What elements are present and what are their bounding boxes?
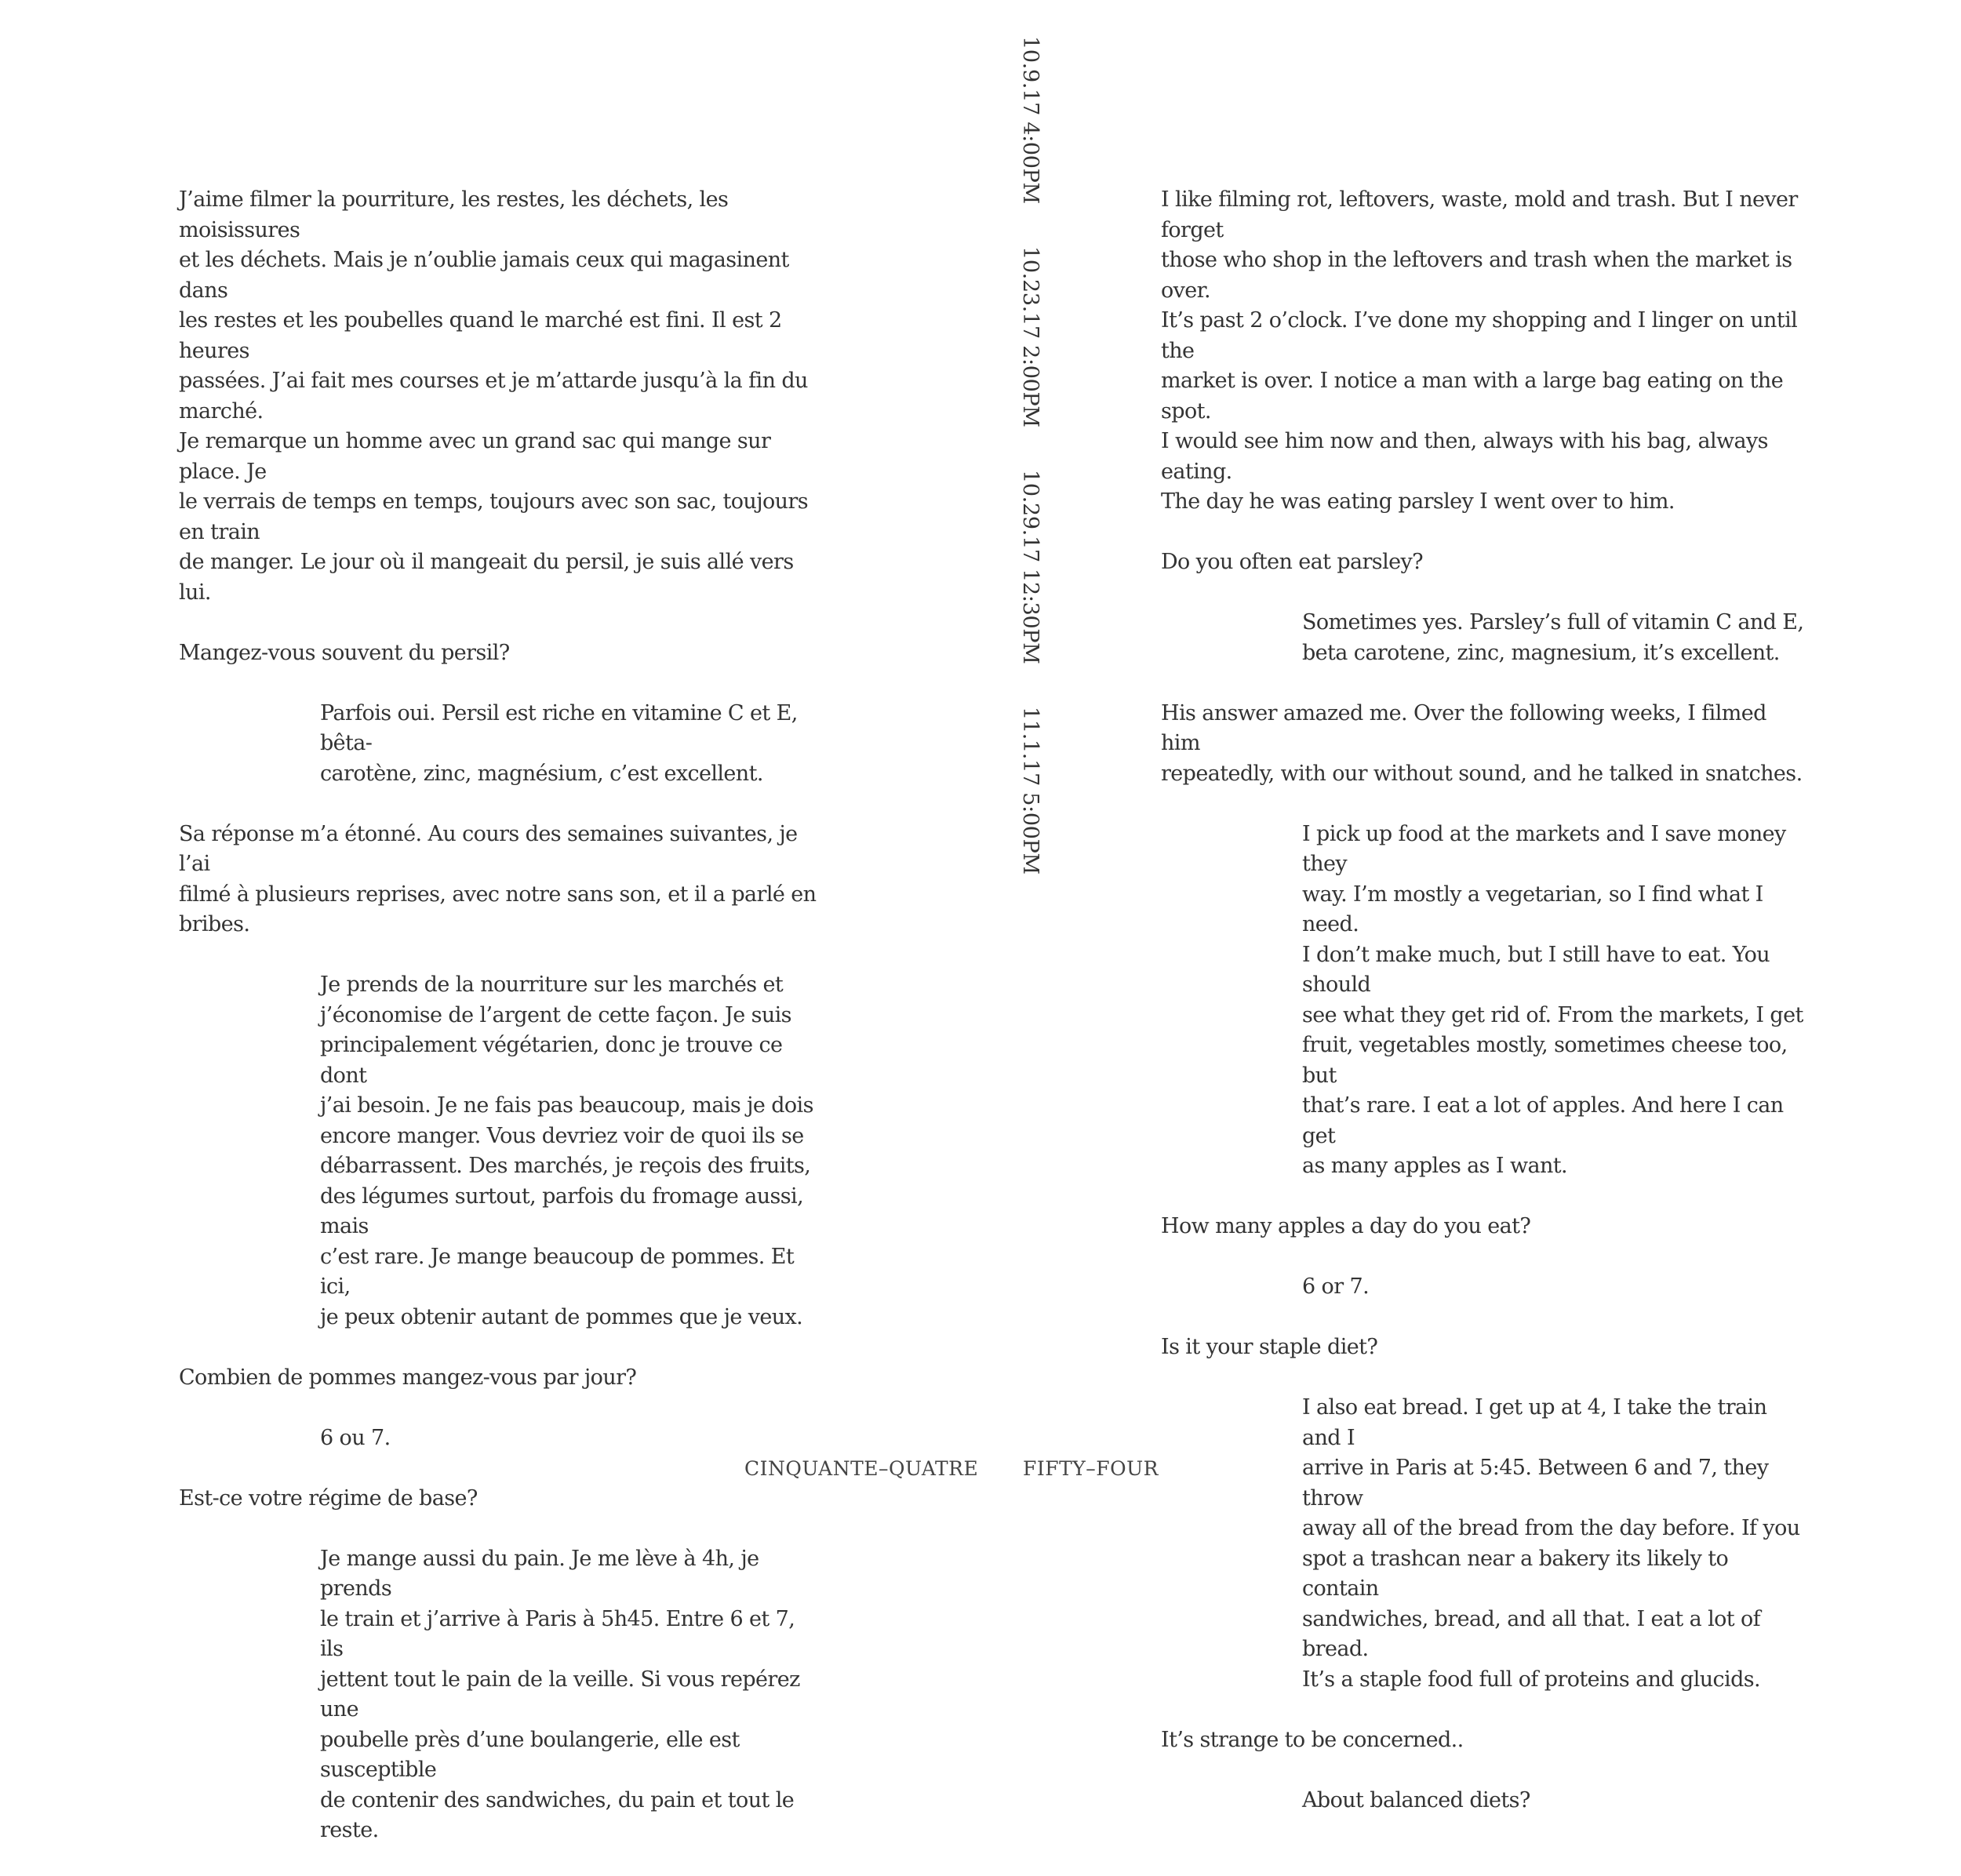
question: Do you often eat parsley? (1161, 550, 1424, 574)
answer: Je prends de la nourriture sur les marchés et j’économise de l’argent de cette façon. Je suis principalement végétarien, donc je trouve ce dont j’ai besoin. Je ne fais pas beaucoup, mais je dois encore manger. Vous devriez voir de quoi ils se débarrassent. Des marchés, je reçois des fruits, des légumes surtout, parfois du fromage aussi, mais c’est rare. Je mange beaucoup de pommes. Et ici, je peux obtenir autant de pommes que je veux. (320, 973, 813, 1329)
answer: About balanced diets? (1302, 1787, 1530, 1812)
intro-paragraph: J’aime filmer la pourriture, les restes, les déchets, les moisissures et les déchets. Mais je n’oublie jamais ceux qui magasinent dans les restes et les poubelles quand le marché est fini. Il est 2 heures passées. J’ai fait mes courses et je m’attarde jusqu’à la fin du marché. Je remarque un homme avec un grand sac qui mange sur place. Je le verrais de temps en temps, toujours avec son sac, toujours en train de manger. Le jour où il mangeait du persil, je suis allé vers lui. (179, 187, 808, 605)
date-stamp: 11.1.17 5:00PM (1018, 707, 1042, 875)
answer: Parfois oui. Persil est riche en vitamine C et E, bêta- carotène, zinc, magnésium, c’est excellent. (320, 700, 798, 786)
answer: Sometimes yes. Parsley’s full of vitamin C and E, beta carotene, zinc, magnesium, it’s excellent. (1302, 610, 1804, 665)
date-stamp: 10.23.17 2:00PM (1018, 246, 1042, 427)
answer: 6 or 7. (1302, 1274, 1370, 1299)
question: It’s strange to be concerned.. (1161, 1727, 1464, 1752)
answer: I pick up food at the markets and I save money they way. I’m mostly a vegetarian, so I find what I need. I don’t make much, but I still have to eat. You should see what they get rid of. From the markets, I get fruit, vegetables mostly, sometimes cheese too, but that’s rare. I eat a lot of apples. And here I can get as many apples as I want. (1302, 821, 1803, 1178)
spine-dates (1018, 36, 1042, 911)
english-column (1161, 185, 1804, 1846)
answer: I also eat bread. I get up at 4, I take the train and I arrive in Paris at 5:45. Between 6 and 7, they throw away all of the bread from the day before. If you spot a trashcan near a bakery its likely to contain sandwiches, bread, and all that. I eat a lot of bread. It’s a staple food full of proteins and glucids. (1302, 1395, 1800, 1692)
narration-paragraph: Sa réponse m’a étonné. Au cours des semaines suivantes, je l’ai filmé à plusieurs reprises, avec notre sans son, et il a parlé en bribes. (179, 821, 817, 936)
page-number-french: CINQUANTE–QUATRE (744, 1457, 979, 1480)
date-stamp: 10.9.17 4:00PM (1018, 36, 1042, 204)
question: Combien de pommes mangez-vous par jour? (179, 1365, 637, 1390)
page-number-english: FIFTY–FOUR (1023, 1457, 1159, 1480)
answer: 6 ou 7. (320, 1425, 391, 1450)
narration-paragraph: His answer amazed me. Over the following weeks, I filmed him repeatedly, with our without sound, and he talked in snatches. (1161, 700, 1803, 786)
answer: Je mange aussi du pain. Je me lève à 4h, je prends le train et j’arrive à Paris à 5h45. Entre 6 et 7, ils jettent tout le pain de la veille. Si vous repérez une poubelle près d’une boulangerie, elle est susceptible de contenir des sandwiches, du pain et tout le reste. (320, 1546, 800, 1842)
question: Mangez-vous souvent du persil? (179, 640, 510, 665)
question: Est-ce votre régime de base? (179, 1485, 478, 1511)
question: Is it your staple diet? (1161, 1335, 1378, 1359)
french-column (179, 185, 822, 1876)
question: How many apples a day do you eat? (1161, 1214, 1531, 1238)
date-stamp: 10.29.17 12:30PM (1018, 470, 1042, 664)
intro-paragraph: I like filming rot, leftovers, waste, mold and trash. But I never forget those who shop in the leftovers and trash when the market is over. It’s past 2 o’clock. I’ve done my shopping and I linger on until the market is over. I notice a man with a large bag eating on the spot. I would see him now and then, always with his bag, always eating. The day he was eating parsley I went over to him. (1161, 187, 1798, 514)
